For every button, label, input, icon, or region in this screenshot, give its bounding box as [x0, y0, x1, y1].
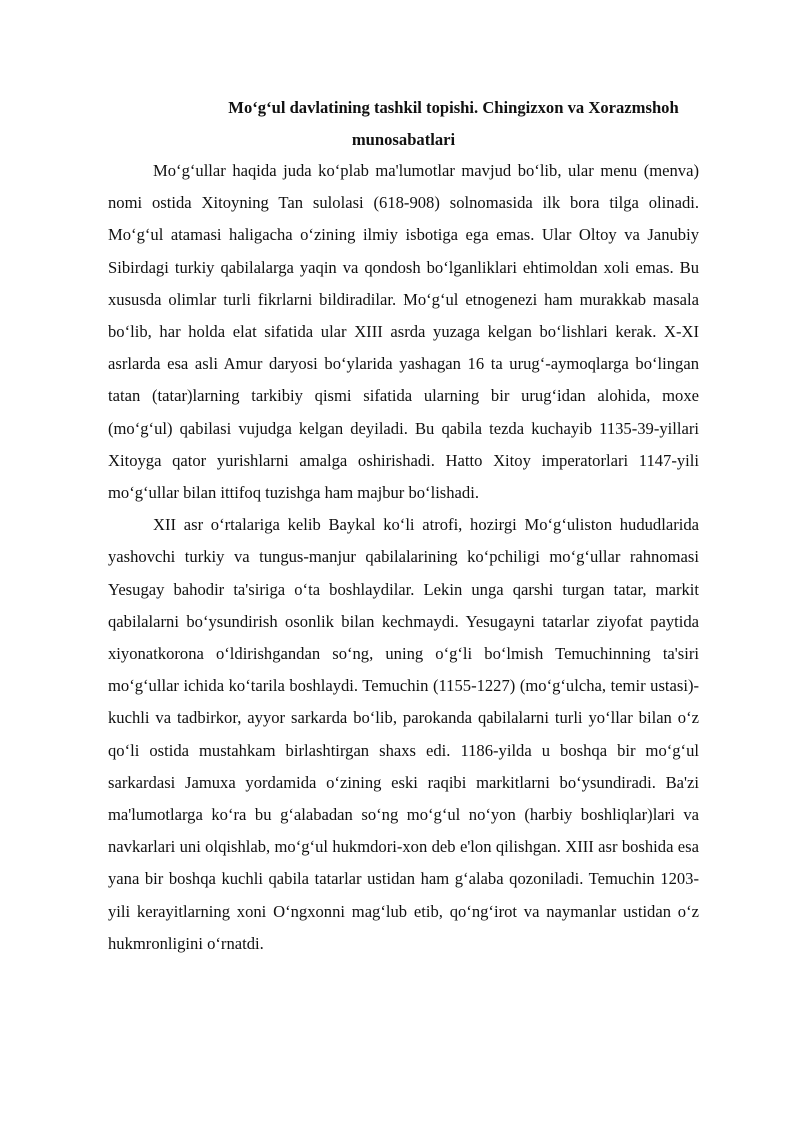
title-line-2: munosabatlari [351, 129, 456, 149]
paragraph-1: Mo‘g‘ullar haqida juda ko‘plab ma'lumotlar mavjud bo‘lib, ular menu (menva) nomi ostida Xitoyning Tan sulolasi (618-908) solnomasida ilk bora tilga olinadi. Mo‘g‘ul atamasi haligacha o‘zining ilmiy isbotiga ega emas. Ular Oltoy va Janubiy Sibirdagi turkiy qabilalarga yaqin va qondosh bo‘lganliklari ehtimoldan xoli emas. Bu xususda olimlar turli fikrlarni bildiradilar. Mo‘g‘ul etnogenezi ham murakkab masala bo‘lib, har holda elat sifatida ular XIII asrda yuzaga kelgan bo‘lishlari kerak. X-XI asrlarda esa asli Amur daryosi bo‘ylarida yashagan 16 ta urug‘-aymoqlarga bo‘lingan tatan (tatar)larning tarkibiy qismi sifatida ularning bir urug‘idan alohida, moxe (mo‘g‘ul) qabilasi vujudga kelgan deyiladi. Bu qabila tezda kuchayib 1135-39-yillari Xitoyga qator yurishlarni amalga oshirishadi. Hatto Xitoy imperatorlari 1147-yili mo‘g‘ullar bilan ittifoq tuzishga ham majbur bo‘lishadi. [108, 161, 699, 503]
document-page [108, 92, 699, 960]
paragraph-2: XII asr o‘rtalariga kelib Baykal ko‘li atrofi, hozirgi Mo‘g‘uliston hududlarida yashovchi turkiy va tungus-manjur qabilalarining ko‘pchiligi mo‘g‘ullar rahnomasi Yesugay bahodir ta'siriga o‘ta boshlaydilar. Lekin unga qarshi turgan tatar, markit qabilalarni bo‘ysundirish osonlik bilan kechmaydi. Yesugayni tatarlar ziyofat paytida xiyonatkorona o‘ldirishgandan so‘ng, uning o‘g‘li bo‘lmish Temuchinning ta'siri mo‘g‘ullar ichida ko‘tarila boshlaydi. Temuchin (1155-1227) (mo‘g‘ulcha, temir ustasi)-kuchli va tadbirkor, ayyor sarkarda bo‘lib, parokanda qabilalarni turli yo‘llar bilan o‘z qo‘li ostida mustahkam birlashtirgan shaxs edi. 1186-yilda u boshqa bir mo‘g‘ul sarkardasi Jamuxa yordamida o‘zining eski raqibi markitlarni bo‘ysundiradi. Ba'zi ma'lumotlarga ko‘ra bu g‘alabadan so‘ng mo‘g‘ul no‘yon (harbiy boshliqlar)lari va navkarlari uni olqishlab, mo‘g‘ul hukmdori-xon deb e'lon qilishgan. XIII asr boshida esa yana bir boshqa kuchli qabila tatarlar ustidan ham g‘alaba qozoniladi. Temuchin 1203-yili kerayitlarning xoni O‘ngxonni mag‘lub etib, qo‘ng‘irot va naymanlar ustidan o‘z hukmronligini o‘rnatdi. [108, 515, 699, 953]
document-title [108, 92, 699, 155]
title-line-1: Mo‘g‘ul davlatining tashkil topishi. Chingizxon va Xorazmshoh [228, 98, 679, 117]
